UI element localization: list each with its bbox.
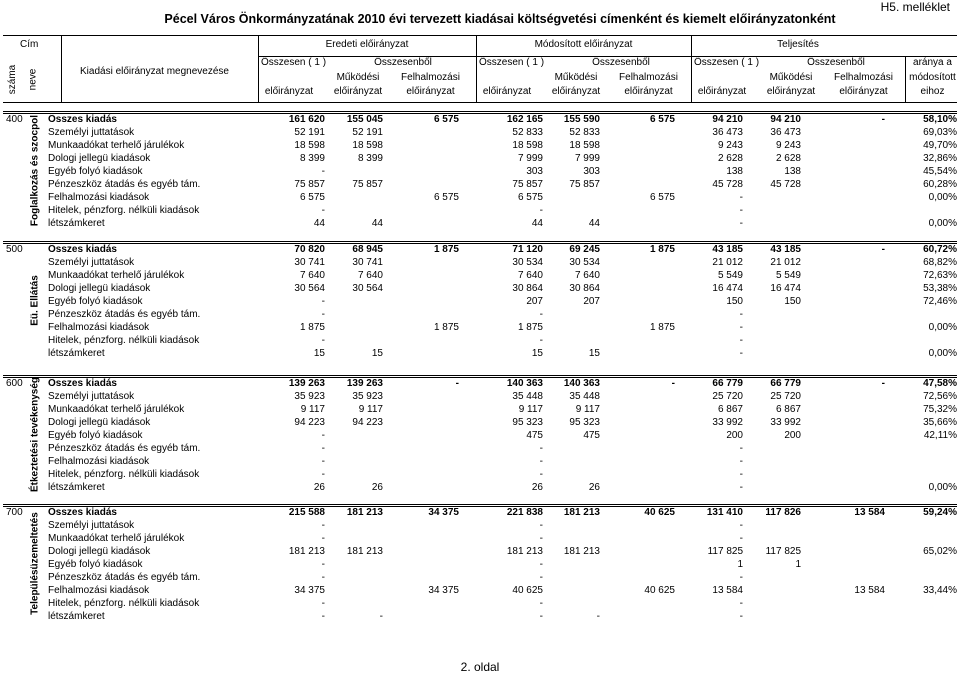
row-value: 69 245 [569, 244, 600, 255]
row-label: létszámkeret [48, 348, 105, 359]
row-value: 16 474 [770, 283, 801, 294]
row-value: 181 213 [506, 546, 543, 557]
row-value: - [321, 520, 325, 531]
header-neve: neve [27, 68, 39, 91]
row-value: 21 012 [712, 257, 743, 268]
row-value: 1 [737, 559, 743, 570]
row-value: - [321, 533, 325, 544]
row-value: 44 [531, 218, 543, 229]
row-value: 71 120 [512, 244, 543, 255]
row-label: Felhalmozási kiadások [48, 585, 150, 596]
row-value: 30 741 [294, 257, 325, 268]
row-value: 200 [726, 430, 743, 441]
row-value: 18 598 [512, 140, 543, 151]
row-value: - [596, 611, 600, 622]
row-value: 45,54% [923, 166, 957, 177]
row-value: 117 825 [765, 546, 801, 557]
row-value: 75 857 [569, 179, 600, 190]
row-label: Felhalmozási kiadások [48, 456, 150, 467]
row-value: 1 875 [433, 322, 459, 333]
row-value: 40 625 [644, 507, 675, 518]
row-value: - [321, 598, 325, 609]
row-value: 13 584 [854, 507, 885, 518]
row-value: 181 213 [563, 507, 600, 518]
row-value: - [739, 611, 743, 622]
header-eredeti: Eredeti előirányzat [325, 39, 409, 50]
row-value: 72,46% [923, 296, 957, 307]
row-value: 303 [526, 166, 543, 177]
row-label: Munkaadókat terhelő járulékok [48, 140, 185, 151]
row-value: 26 [588, 482, 600, 493]
row-value: 155 045 [346, 114, 383, 125]
section-code: 400 [6, 114, 23, 125]
row-value: 131 410 [706, 507, 743, 518]
header-aranya-1: aránya a [913, 57, 952, 68]
row-value: 6 867 [717, 404, 743, 415]
row-value: 18 598 [352, 140, 383, 151]
row-value: - [539, 533, 543, 544]
row-label: Pénzeszköz átadás és egyéb tám. [48, 443, 201, 454]
row-value: 140 363 [563, 378, 600, 389]
row-value: 52 833 [569, 127, 600, 138]
row-label: Hitelek, pénzforg. nélküli kiadások [48, 205, 200, 216]
row-value: - [321, 559, 325, 570]
row-label: Felhalmozási kiadások [48, 192, 150, 203]
row-value: - [739, 482, 743, 493]
row-value: - [539, 598, 543, 609]
row-value: 33,44% [923, 585, 957, 596]
row-label: Személyi juttatások [48, 127, 135, 138]
row-value: 6 575 [433, 192, 459, 203]
row-value: 25 720 [712, 391, 743, 402]
section-name: Foglalkozás és szocpol [29, 114, 41, 226]
header-felhalmozasi-1: Felhalmozási [619, 72, 678, 83]
header-osszesen-0: Összesen ( 1 ) [261, 57, 327, 68]
row-value: - [739, 598, 743, 609]
row-value: 140 363 [506, 378, 543, 389]
row-value: 42,11% [923, 430, 957, 441]
row-label: Pénzeszköz átadás és egyéb tám. [48, 179, 201, 190]
row-value: - [739, 520, 743, 531]
row-label: létszámkeret [48, 482, 105, 493]
row-label: Dologi jellegü kiadások [48, 546, 151, 557]
row-value: - [671, 378, 675, 389]
header-modositott: Módosított előirányzat [534, 39, 633, 50]
row-value: - [739, 533, 743, 544]
row-value: 94 210 [712, 114, 743, 125]
row-value: 303 [583, 166, 600, 177]
row-value: 6 867 [775, 404, 801, 415]
row-value: 1 875 [517, 322, 543, 333]
row-value: 1 875 [433, 244, 459, 255]
row-value: 181 213 [346, 546, 383, 557]
page-title: Pécel Város Önkormányzatának 2010 évi tervezett kiadásai költségvetési címenként és kiemelt előirányzatonként [164, 12, 836, 26]
row-value: 9 117 [575, 404, 600, 415]
row-value: 44 [371, 218, 383, 229]
header-top-line [3, 35, 957, 36]
row-value: 0,00% [928, 482, 957, 493]
row-value: 30 534 [512, 257, 543, 268]
row-value: 30 864 [569, 283, 600, 294]
row-value: 200 [784, 430, 801, 441]
section-top-line-3 [3, 504, 957, 505]
header-teljesites: Teljesítés [777, 39, 819, 50]
row-value: 117 825 [707, 546, 743, 557]
row-value: 75 857 [512, 179, 543, 190]
row-label: Egyéb folyó kiadások [48, 559, 143, 570]
row-value: 1 875 [299, 322, 325, 333]
row-label: Egyéb folyó kiadások [48, 166, 143, 177]
row-value: - [739, 443, 743, 454]
row-label: Dologi jellegü kiadások [48, 153, 151, 164]
row-value: 13 584 [712, 585, 743, 596]
row-value: 9 243 [717, 140, 743, 151]
row-value: - [539, 611, 543, 622]
header-osszesenbol-1: Összesenből [592, 57, 650, 68]
section-top-line-2 [3, 375, 957, 376]
header-osszesenbol-2: Összesenből [807, 57, 865, 68]
row-value: 0,00% [928, 322, 957, 333]
row-value: - [321, 456, 325, 467]
row-value: 65,02% [923, 546, 957, 557]
row-value: 35,66% [923, 417, 957, 428]
row-value: 16 474 [712, 283, 743, 294]
row-value: 58,10% [923, 114, 957, 125]
row-value: 30 741 [352, 257, 383, 268]
row-value: 59,24% [923, 507, 957, 518]
row-value: 95 323 [569, 417, 600, 428]
row-value: 0,00% [928, 218, 957, 229]
row-label: Pénzeszköz átadás és egyéb tám. [48, 309, 201, 320]
header-eloir-felh-1: előirányzat [624, 86, 673, 97]
row-value: 35 923 [294, 391, 325, 402]
row-value: - [881, 378, 885, 389]
row-value: 7 640 [357, 270, 383, 281]
row-value: 2 628 [775, 153, 801, 164]
row-value: 155 590 [563, 114, 600, 125]
row-value: 33 992 [770, 417, 801, 428]
header-aranya-2: módosított [909, 72, 956, 83]
row-value: 30 534 [569, 257, 600, 268]
row-value: 72,56% [923, 391, 957, 402]
row-value: 52 833 [512, 127, 543, 138]
row-value: 95 323 [512, 417, 543, 428]
row-value: 139 263 [346, 378, 383, 389]
row-value: - [739, 322, 743, 333]
row-value: 32,86% [923, 153, 957, 164]
row-value: - [739, 192, 743, 203]
row-value: 6 575 [649, 114, 675, 125]
row-value: - [539, 443, 543, 454]
row-label: Munkaadókat terhelő járulékok [48, 404, 185, 415]
row-value: 45 728 [770, 179, 801, 190]
row-value: - [539, 520, 543, 531]
row-value: 1 [795, 559, 801, 570]
row-value: 44 [588, 218, 600, 229]
row-value: - [321, 296, 325, 307]
row-value: 7 999 [574, 153, 600, 164]
header-eloir-total-0: előirányzat [264, 86, 314, 97]
row-value: 215 588 [288, 507, 325, 518]
row-value: 0,00% [928, 348, 957, 359]
row-value: 36 473 [712, 127, 743, 138]
row-value: 7 999 [517, 153, 543, 164]
row-value: - [539, 559, 543, 570]
row-value: 70 820 [294, 244, 325, 255]
row-label: Felhalmozási kiadások [48, 322, 150, 333]
row-value: 5 549 [775, 270, 801, 281]
row-value: 15 [588, 348, 600, 359]
header-felhalmozasi-2: Felhalmozási [834, 72, 893, 83]
row-value: 94 210 [770, 114, 801, 125]
header-eloir-muk-2: előirányzat [766, 86, 816, 97]
page-number: 2. oldal [460, 660, 500, 674]
section-top-line-1 [3, 241, 957, 242]
row-value: 72,63% [923, 270, 957, 281]
row-value: 181 213 [288, 546, 325, 557]
row-value: 44 [313, 218, 325, 229]
row-value: 162 165 [506, 114, 543, 125]
row-value: 40 625 [512, 585, 543, 596]
row-value: 47,58% [923, 378, 957, 389]
row-label: Hitelek, pénzforg. nélküli kiadások [48, 335, 200, 346]
row-value: 15 [531, 348, 543, 359]
row-value: 52 191 [294, 127, 325, 138]
row-label: létszámkeret [48, 611, 105, 622]
row-value: 35 923 [352, 391, 383, 402]
row-value: 138 [726, 166, 743, 177]
row-label: Személyi juttatások [48, 391, 135, 402]
row-value: 207 [526, 296, 543, 307]
row-value: - [739, 572, 743, 583]
row-value: 9 117 [300, 404, 325, 415]
row-value: 43 185 [712, 244, 743, 255]
row-value: 150 [784, 296, 801, 307]
row-value: 117 826 [765, 507, 801, 518]
row-value: - [321, 205, 325, 216]
row-value: - [321, 309, 325, 320]
section-name: Étkeztetési tevékenység [29, 376, 41, 492]
row-label: Összes kiadás [48, 507, 117, 518]
row-value: 6 575 [299, 192, 325, 203]
row-value: 8 399 [299, 153, 325, 164]
row-value: - [455, 378, 459, 389]
row-value: 138 [784, 166, 801, 177]
row-value: - [739, 348, 743, 359]
row-value: 34 375 [428, 585, 459, 596]
row-label: Dologi jellegü kiadások [48, 283, 151, 294]
row-value: 26 [531, 482, 543, 493]
row-value: 69,03% [923, 127, 957, 138]
row-value: - [739, 456, 743, 467]
row-value: 52 191 [352, 127, 383, 138]
section-code: 600 [6, 378, 23, 389]
header-eloir-felh-2: előirányzat [839, 86, 888, 97]
row-value: 60,28% [923, 179, 957, 190]
row-value: 9 117 [518, 404, 543, 415]
section-name: Településüzemeltetés [29, 511, 41, 615]
row-value: - [539, 456, 543, 467]
row-value: 6 575 [517, 192, 543, 203]
row-value: - [321, 166, 325, 177]
row-value: 49,70% [923, 140, 957, 151]
section-name: Eü. Ellátás [29, 274, 41, 326]
header-osszesenbol-0: Összesenből [374, 57, 432, 68]
row-value: 36 473 [770, 127, 801, 138]
row-label: Összes kiadás [48, 378, 117, 389]
row-value: - [321, 469, 325, 480]
row-value: 66 779 [712, 378, 743, 389]
header-osszesen-1: Összesen ( 1 ) [479, 57, 545, 68]
row-value: 2 628 [717, 153, 743, 164]
row-value: 68 945 [352, 244, 383, 255]
row-value: 75 857 [352, 179, 383, 190]
row-value: 13 584 [854, 585, 885, 596]
section-code: 700 [6, 507, 23, 518]
row-value: 15 [371, 348, 383, 359]
row-value: - [881, 244, 885, 255]
row-label: létszámkeret [48, 218, 105, 229]
header-eloir-total-2: előirányzat [697, 86, 747, 97]
row-value: - [539, 335, 543, 346]
row-value: 18 598 [569, 140, 600, 151]
row-value: 75 857 [294, 179, 325, 190]
row-value: - [321, 611, 325, 622]
row-value: 66 779 [770, 378, 801, 389]
row-label: Összes kiadás [48, 114, 117, 125]
row-value: 68,82% [923, 257, 957, 268]
row-value: 26 [371, 482, 383, 493]
row-value: 221 838 [506, 507, 543, 518]
row-value: 60,72% [923, 244, 957, 255]
row-value: - [321, 443, 325, 454]
row-value: - [739, 205, 743, 216]
row-value: 8 399 [357, 153, 383, 164]
row-value: 6 575 [433, 114, 459, 125]
row-value: 94 223 [352, 417, 383, 428]
row-value: 6 575 [649, 192, 675, 203]
row-value: - [321, 430, 325, 441]
section-top-line-0 [3, 111, 957, 112]
row-value: 30 564 [294, 283, 325, 294]
row-value: 5 549 [717, 270, 743, 281]
row-value: 207 [583, 296, 600, 307]
row-value: 34 375 [428, 507, 459, 518]
row-value: 35 448 [512, 391, 543, 402]
row-value: - [739, 309, 743, 320]
row-label: Munkaadókat terhelő járulékok [48, 270, 185, 281]
row-label: Pénzeszköz átadás és egyéb tám. [48, 572, 201, 583]
row-value: 9 117 [358, 404, 383, 415]
row-value: 9 243 [775, 140, 801, 151]
row-value: - [739, 469, 743, 480]
row-value: 1 875 [649, 244, 675, 255]
row-value: - [739, 218, 743, 229]
header-cim: Cím [20, 39, 39, 50]
row-value: 34 375 [294, 585, 325, 596]
row-value: 150 [726, 296, 743, 307]
section-code: 500 [6, 244, 23, 255]
row-value: - [321, 572, 325, 583]
row-value: 7 640 [574, 270, 600, 281]
row-value: 0,00% [928, 192, 957, 203]
header-mukodesi-0: Működési [336, 72, 380, 83]
row-value: 181 213 [563, 546, 600, 557]
row-value: 26 [313, 482, 325, 493]
row-label: Egyéb folyó kiadások [48, 296, 143, 307]
row-value: 475 [526, 430, 543, 441]
row-value: 1 875 [649, 322, 675, 333]
row-label: Hitelek, pénzforg. nélküli kiadások [48, 469, 200, 480]
row-label: Dologi jellegü kiadások [48, 417, 151, 428]
row-value: 94 223 [294, 417, 325, 428]
header-eloir-total-1: előirányzat [482, 86, 532, 97]
row-value: 45 728 [712, 179, 743, 190]
row-value: 181 213 [346, 507, 383, 518]
row-value: 35 448 [569, 391, 600, 402]
row-value: - [539, 572, 543, 583]
row-value: 30 864 [512, 283, 543, 294]
row-value: 475 [583, 430, 600, 441]
header-bottom-line [3, 102, 957, 103]
row-value: 15 [313, 348, 325, 359]
row-value: 18 598 [294, 140, 325, 151]
row-value: 53,38% [923, 283, 957, 294]
row-label: Egyéb folyó kiadások [48, 430, 143, 441]
header-mukodesi-2: Működési [769, 72, 813, 83]
row-label: Személyi juttatások [48, 257, 135, 268]
row-label: Személyi juttatások [48, 520, 135, 531]
row-value: 30 564 [352, 283, 383, 294]
header-eloir-felh-0: előirányzat [406, 86, 455, 97]
row-value: 43 185 [770, 244, 801, 255]
row-label: Hitelek, pénzforg. nélküli kiadások [48, 598, 200, 609]
header-megnevezes: Kiadási előirányzat megnevezése [80, 66, 229, 77]
header-sep-cim [61, 35, 62, 102]
row-value: 161 620 [288, 114, 325, 125]
row-value: 21 012 [770, 257, 801, 268]
row-value: - [321, 335, 325, 346]
row-value: - [539, 309, 543, 320]
row-value: 139 263 [288, 378, 325, 389]
row-label: Összes kiadás [48, 244, 117, 255]
row-label: Munkaadókat terhelő járulékok [48, 533, 185, 544]
row-value: - [379, 611, 383, 622]
header-mukodesi-1: Működési [554, 72, 598, 83]
header-eloir-muk-0: előirányzat [333, 86, 383, 97]
row-value: - [881, 114, 885, 125]
row-value: - [539, 205, 543, 216]
row-value: - [739, 335, 743, 346]
row-value: 7 640 [299, 270, 325, 281]
row-value: - [539, 469, 543, 480]
header-aranya-3: eihoz [920, 86, 945, 97]
header-osszesen-2: Összesen ( 1 ) [694, 57, 760, 68]
header-szama: száma [7, 64, 19, 95]
row-value: 75,32% [923, 404, 957, 415]
row-value: 33 992 [712, 417, 743, 428]
header-eloir-muk-1: előirányzat [551, 86, 601, 97]
row-value: 7 640 [517, 270, 543, 281]
annex-label: H5. melléklet [880, 0, 950, 14]
row-value: 40 625 [644, 585, 675, 596]
header-felhalmozasi-0: Felhalmozási [401, 72, 460, 83]
row-value: 25 720 [770, 391, 801, 402]
